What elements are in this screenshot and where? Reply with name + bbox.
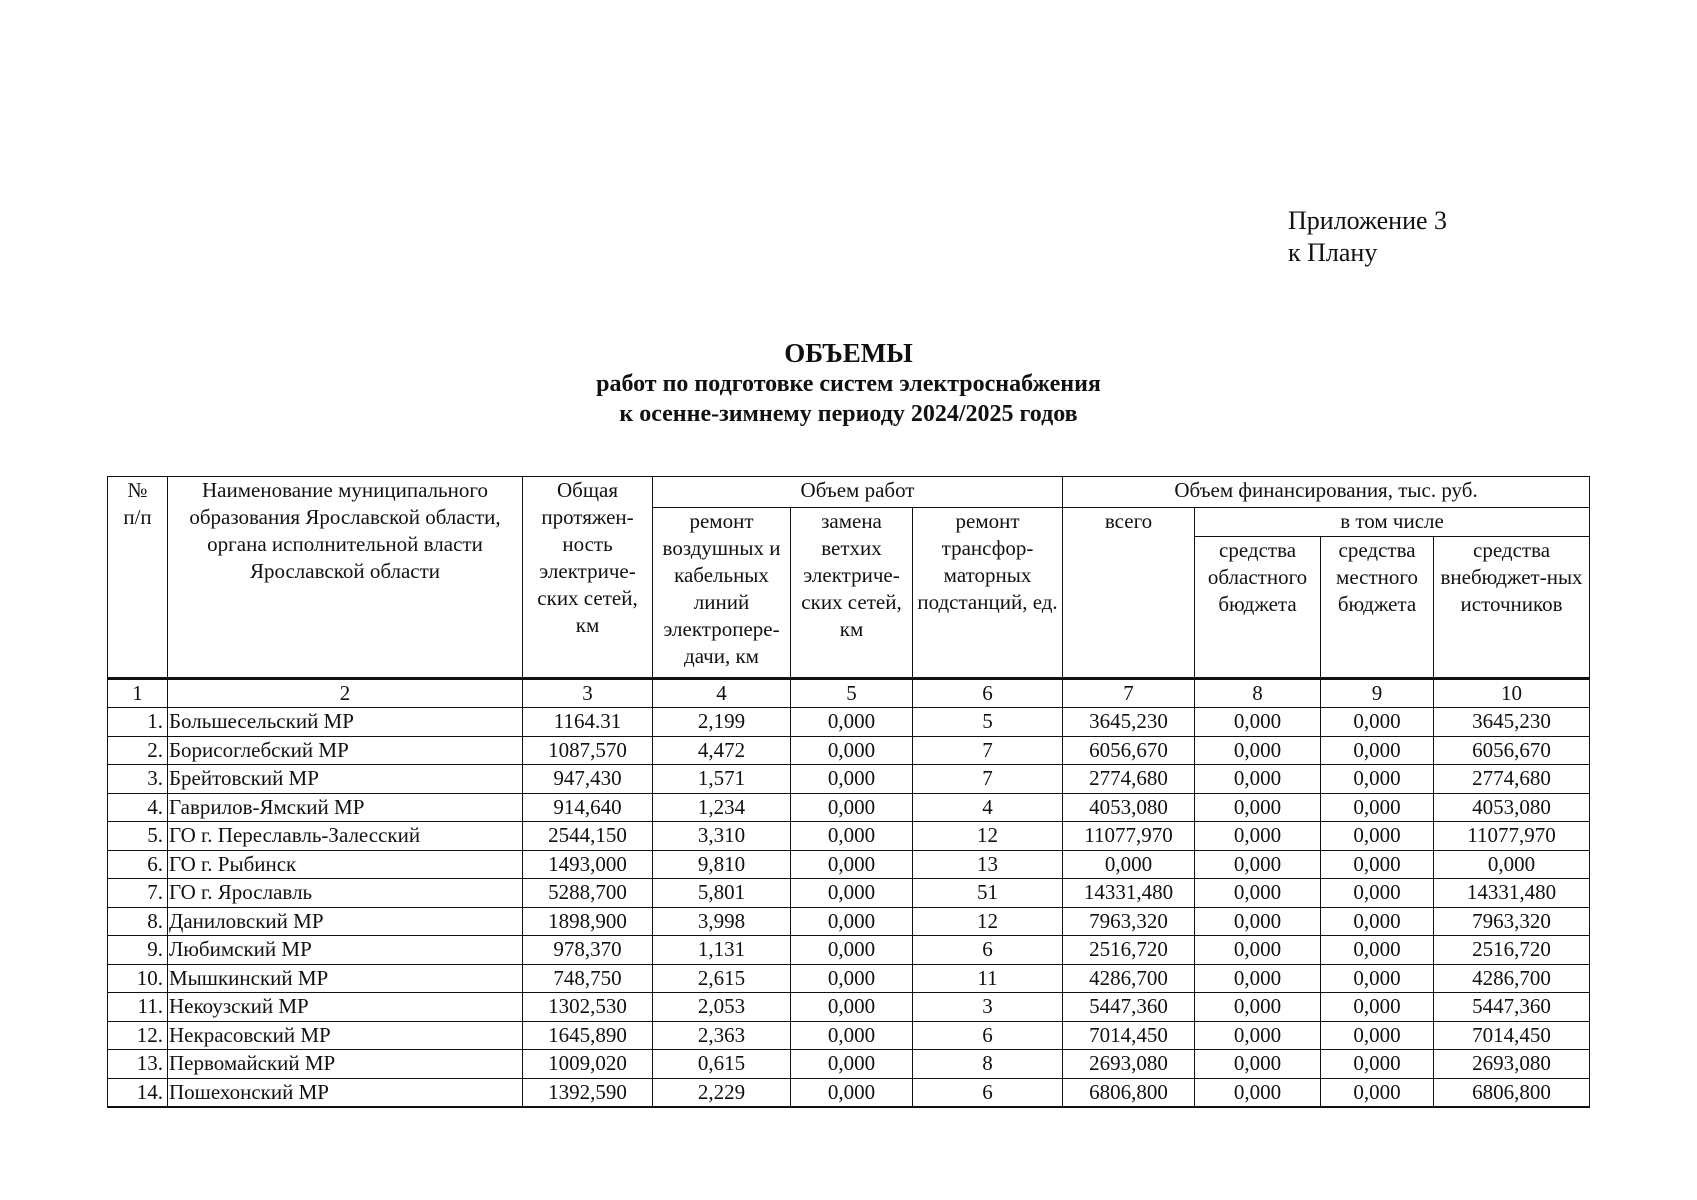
row-number: 6.: [108, 850, 168, 879]
finance-local: 0,000: [1321, 822, 1434, 851]
table-row: [108, 879, 1590, 908]
finance-regional: 0,000: [1195, 1050, 1321, 1079]
municipality-name: Даниловский МР: [168, 907, 523, 936]
column-number: 3: [523, 679, 653, 708]
finance-extrabudgetary: 0,000: [1434, 850, 1590, 879]
finance-total: 11077,970: [1063, 822, 1195, 851]
replace-networks-km: 0,000: [791, 765, 913, 794]
network-length: 1493,000: [523, 850, 653, 879]
table-row: [108, 1078, 1590, 1107]
column-number: 9: [1321, 679, 1434, 708]
finance-local: 0,000: [1321, 708, 1434, 737]
table-row: [108, 1050, 1590, 1079]
finance-local: 0,000: [1321, 1078, 1434, 1107]
appendix-line-1: Приложение 3: [1288, 206, 1448, 235]
network-length: 5288,700: [523, 879, 653, 908]
replace-networks-km: 0,000: [791, 993, 913, 1022]
municipality-name: Любимский МР: [168, 936, 523, 965]
header-works-substations: ремонт трансфор-маторных подстанций, ед.: [913, 508, 1063, 679]
replace-networks-km: 0,000: [791, 879, 913, 908]
finance-extrabudgetary: 2693,080: [1434, 1050, 1590, 1079]
replace-networks-km: 0,000: [791, 822, 913, 851]
network-length: 1164.31: [523, 708, 653, 737]
finance-local: 0,000: [1321, 765, 1434, 794]
finance-extrabudgetary: 7014,450: [1434, 1021, 1590, 1050]
header-finance-incl: в том числе: [1195, 508, 1590, 537]
finance-total: 4053,080: [1063, 793, 1195, 822]
substations-count: 12: [913, 822, 1063, 851]
municipality-name: Мышкинский МР: [168, 964, 523, 993]
finance-regional: 0,000: [1195, 907, 1321, 936]
repair-lines-km: 2,615: [653, 964, 791, 993]
table-row: [108, 936, 1590, 965]
column-number: 6: [913, 679, 1063, 708]
row-number: 4.: [108, 793, 168, 822]
header-works-group: Объем работ: [653, 477, 1063, 508]
finance-total: 0,000: [1063, 850, 1195, 879]
row-number: 7.: [108, 879, 168, 908]
title-line-3: к осенне-зимнему периоду 2024/2025 годов: [619, 401, 1078, 427]
table-row: [108, 964, 1590, 993]
finance-extrabudgetary: 11077,970: [1434, 822, 1590, 851]
network-length: 1087,570: [523, 736, 653, 765]
network-length: 1302,530: [523, 993, 653, 1022]
header-works-repair-lines: ремонт воздушных и кабельных линий электропере-дачи, км: [653, 508, 791, 679]
substations-count: 13: [913, 850, 1063, 879]
finance-regional: 0,000: [1195, 822, 1321, 851]
finance-total: 2693,080: [1063, 1050, 1195, 1079]
table-row: [108, 822, 1590, 851]
finance-total: 5447,360: [1063, 993, 1195, 1022]
table-body: [108, 708, 1590, 1108]
substations-count: 6: [913, 1078, 1063, 1107]
substations-count: 12: [913, 907, 1063, 936]
row-number: 3.: [108, 765, 168, 794]
municipality-name: Пошехонский МР: [168, 1078, 523, 1107]
finance-regional: 0,000: [1195, 793, 1321, 822]
substations-count: 51: [913, 879, 1063, 908]
replace-networks-km: 0,000: [791, 736, 913, 765]
municipality-name: Некоузский МР: [168, 993, 523, 1022]
table-row: [108, 850, 1590, 879]
repair-lines-km: 2,199: [653, 708, 791, 737]
finance-local: 0,000: [1321, 1021, 1434, 1050]
row-number: 2.: [108, 736, 168, 765]
table-row: [108, 736, 1590, 765]
finance-total: 2516,720: [1063, 936, 1195, 965]
municipality-name: Первомайский МР: [168, 1050, 523, 1079]
column-number: 10: [1434, 679, 1590, 708]
repair-lines-km: 1,571: [653, 765, 791, 794]
repair-lines-km: 1,234: [653, 793, 791, 822]
network-length: 947,430: [523, 765, 653, 794]
header-finance-extra: средства внебюджет-ных источников: [1434, 537, 1590, 679]
network-length: 1392,590: [523, 1078, 653, 1107]
header-finance-regional: средства областного бюджета: [1195, 537, 1321, 679]
replace-networks-km: 0,000: [791, 964, 913, 993]
finance-regional: 0,000: [1195, 765, 1321, 794]
table-header: [108, 477, 1590, 679]
substations-count: 7: [913, 736, 1063, 765]
finance-extrabudgetary: 2516,720: [1434, 936, 1590, 965]
replace-networks-km: 0,000: [791, 1050, 913, 1079]
column-number: 5: [791, 679, 913, 708]
finance-local: 0,000: [1321, 850, 1434, 879]
finance-local: 0,000: [1321, 936, 1434, 965]
finance-local: 0,000: [1321, 964, 1434, 993]
repair-lines-km: 3,998: [653, 907, 791, 936]
row-number: 9.: [108, 936, 168, 965]
column-number-row: [108, 679, 1590, 708]
header-finance-total: всего: [1063, 508, 1195, 679]
finance-regional: 0,000: [1195, 708, 1321, 737]
substations-count: 7: [913, 765, 1063, 794]
header-finance-local: средства местного бюджета: [1321, 537, 1434, 679]
municipality-name: Гаврилов-Ямский МР: [168, 793, 523, 822]
row-number: 8.: [108, 907, 168, 936]
substations-count: 6: [913, 1021, 1063, 1050]
row-number: 12.: [108, 1021, 168, 1050]
finance-total: 4286,700: [1063, 964, 1195, 993]
replace-networks-km: 0,000: [791, 708, 913, 737]
header-name: Наименование муниципального образования Ярославской области, органа исполнительной власти Ярославской области: [168, 477, 523, 679]
substations-count: 6: [913, 936, 1063, 965]
header-length: Общая протяжен-ность электриче-ских сетей, км: [523, 477, 653, 679]
finance-local: 0,000: [1321, 736, 1434, 765]
substations-count: 5: [913, 708, 1063, 737]
municipality-name: ГО г. Рыбинск: [168, 850, 523, 879]
table-row: [108, 907, 1590, 936]
finance-total: 7963,320: [1063, 907, 1195, 936]
finance-extrabudgetary: 5447,360: [1434, 993, 1590, 1022]
finance-regional: 0,000: [1195, 993, 1321, 1022]
finance-local: 0,000: [1321, 879, 1434, 908]
finance-extrabudgetary: 4286,700: [1434, 964, 1590, 993]
finance-total: 2774,680: [1063, 765, 1195, 794]
finance-extrabudgetary: 4053,080: [1434, 793, 1590, 822]
network-length: 2544,150: [523, 822, 653, 851]
replace-networks-km: 0,000: [791, 793, 913, 822]
replace-networks-km: 0,000: [791, 850, 913, 879]
replace-networks-km: 0,000: [791, 936, 913, 965]
table-row: [108, 765, 1590, 794]
repair-lines-km: 2,053: [653, 993, 791, 1022]
row-number: 10.: [108, 964, 168, 993]
appendix-line-2: к Плану: [1288, 238, 1378, 267]
network-length: 1009,020: [523, 1050, 653, 1079]
network-length: 978,370: [523, 936, 653, 965]
finance-regional: 0,000: [1195, 850, 1321, 879]
header-works-replace: замена ветхих электриче-ских сетей, км: [791, 508, 913, 679]
municipality-name: ГО г. Ярославль: [168, 879, 523, 908]
finance-regional: 0,000: [1195, 936, 1321, 965]
network-length: 914,640: [523, 793, 653, 822]
replace-networks-km: 0,000: [791, 907, 913, 936]
substations-count: 3: [913, 993, 1063, 1022]
network-length: 1898,900: [523, 907, 653, 936]
row-number: 13.: [108, 1050, 168, 1079]
finance-local: 0,000: [1321, 793, 1434, 822]
network-length: 1645,890: [523, 1021, 653, 1050]
table-row: [108, 793, 1590, 822]
finance-extrabudgetary: 14331,480: [1434, 879, 1590, 908]
row-number: 11.: [108, 993, 168, 1022]
column-number: 1: [108, 679, 168, 708]
finance-regional: 0,000: [1195, 1078, 1321, 1107]
municipality-name: Брейтовский МР: [168, 765, 523, 794]
finance-total: 14331,480: [1063, 879, 1195, 908]
municipality-name: ГО г. Переславль-Залесский: [168, 822, 523, 851]
header-finance-group: Объем финансирования, тыс. руб.: [1063, 477, 1590, 508]
header-num: № п/п: [108, 477, 168, 679]
column-number: 2: [168, 679, 523, 708]
municipality-name: Большесельский МР: [168, 708, 523, 737]
repair-lines-km: 2,363: [653, 1021, 791, 1050]
repair-lines-km: 5,801: [653, 879, 791, 908]
substations-count: 11: [913, 964, 1063, 993]
network-length: 748,750: [523, 964, 653, 993]
finance-total: 6806,800: [1063, 1078, 1195, 1107]
finance-extrabudgetary: 6806,800: [1434, 1078, 1590, 1107]
finance-local: 0,000: [1321, 907, 1434, 936]
table-row: [108, 1021, 1590, 1050]
municipality-name: Некрасовский МР: [168, 1021, 523, 1050]
document-title: [0, 337, 1697, 429]
table-row: [108, 708, 1590, 737]
column-number: 4: [653, 679, 791, 708]
finance-total: 6056,670: [1063, 736, 1195, 765]
substations-count: 4: [913, 793, 1063, 822]
repair-lines-km: 1,131: [653, 936, 791, 965]
column-number: 7: [1063, 679, 1195, 708]
repair-lines-km: 9,810: [653, 850, 791, 879]
column-number: 8: [1195, 679, 1321, 708]
table-row: [108, 993, 1590, 1022]
replace-networks-km: 0,000: [791, 1078, 913, 1107]
substations-count: 8: [913, 1050, 1063, 1079]
finance-extrabudgetary: 7963,320: [1434, 907, 1590, 936]
finance-extrabudgetary: 2774,680: [1434, 765, 1590, 794]
finance-extrabudgetary: 6056,670: [1434, 736, 1590, 765]
finance-regional: 0,000: [1195, 964, 1321, 993]
repair-lines-km: 4,472: [653, 736, 791, 765]
title-heading: ОБЪЕМЫ: [784, 338, 913, 368]
repair-lines-km: 2,229: [653, 1078, 791, 1107]
title-line-2: работ по подготовке систем электроснабжения: [596, 371, 1101, 397]
finance-total: 3645,230: [1063, 708, 1195, 737]
finance-local: 0,000: [1321, 1050, 1434, 1079]
finance-local: 0,000: [1321, 993, 1434, 1022]
row-number: 1.: [108, 708, 168, 737]
finance-regional: 0,000: [1195, 736, 1321, 765]
finance-regional: 0,000: [1195, 1021, 1321, 1050]
replace-networks-km: 0,000: [791, 1021, 913, 1050]
finance-extrabudgetary: 3645,230: [1434, 708, 1590, 737]
finance-regional: 0,000: [1195, 879, 1321, 908]
volumes-table: [107, 476, 1590, 1108]
municipality-name: Борисоглебский МР: [168, 736, 523, 765]
finance-total: 7014,450: [1063, 1021, 1195, 1050]
row-number: 5.: [108, 822, 168, 851]
repair-lines-km: 0,615: [653, 1050, 791, 1079]
appendix-note: [1288, 205, 1447, 269]
repair-lines-km: 3,310: [653, 822, 791, 851]
row-number: 14.: [108, 1078, 168, 1107]
